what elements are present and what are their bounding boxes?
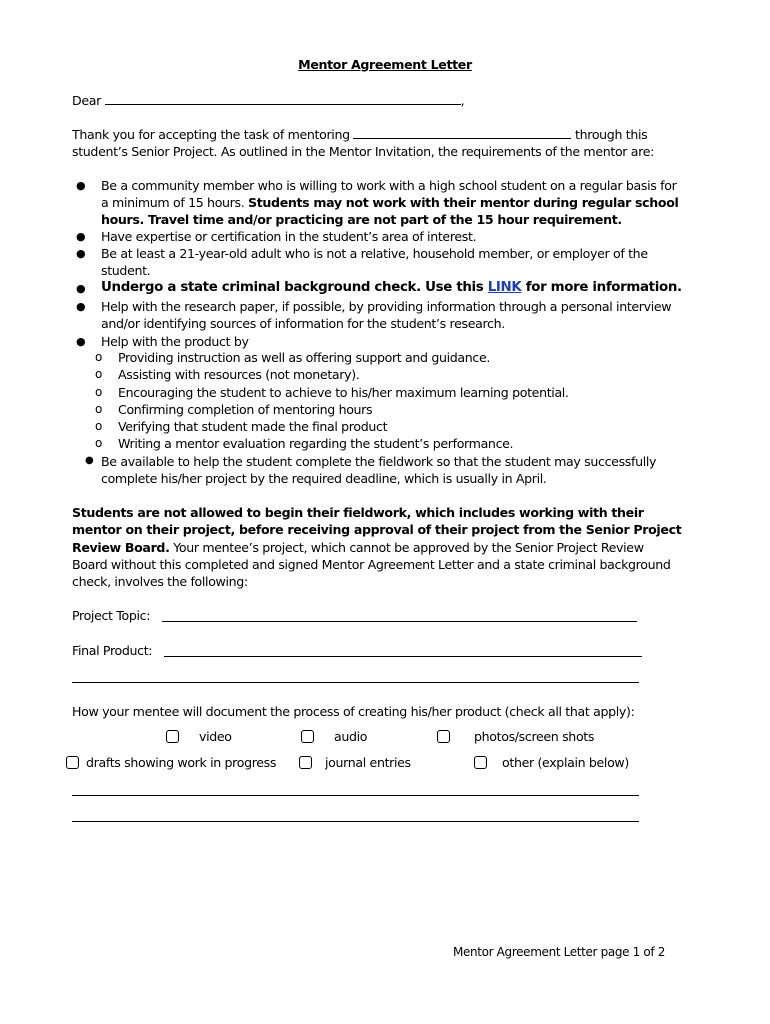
intro-line-1 bbox=[72, 127, 647, 142]
sub-item: Encouraging the student to achieve to his/her maximum learning potential. bbox=[118, 385, 569, 400]
page-footer: Mentor Agreement Letter page 1 of 2 bbox=[453, 945, 665, 959]
bullet-1-text: a minimum of 15 hours. bbox=[101, 195, 245, 210]
photos-label: photos/screen shots bbox=[474, 729, 595, 744]
background-check-link[interactable]: LINK bbox=[487, 280, 522, 295]
bullet-1-line-3: hours. Travel time and/or practicing are not part of the 15 hour requirement. bbox=[101, 212, 622, 227]
para-line-5: check, involves the following: bbox=[72, 574, 248, 589]
sub-item: Writing a mentor evaluation regarding the student’s performance. bbox=[118, 436, 514, 451]
bullet-5-line-2: and/or identifying sources of information for the student’s research. bbox=[101, 316, 505, 331]
bullet-4-text-a: Undergo a state criminal background check. Use this bbox=[101, 280, 484, 295]
student-name-blank[interactable] bbox=[353, 127, 571, 139]
salutation bbox=[72, 93, 464, 108]
para-line-4: Board without this completed and signed Mentor Agreement Letter and a state criminal background bbox=[72, 557, 671, 572]
sub-item: Providing instruction as well as offering support and guidance. bbox=[118, 350, 491, 365]
bullet-3-line-1: Be at least a 21-year-old adult who is not a relative, household member, or employer of the bbox=[101, 246, 648, 261]
intro-text-b: through this bbox=[575, 127, 648, 142]
bullet-6: Help with the product by bbox=[101, 334, 249, 349]
journal-checkbox[interactable] bbox=[299, 756, 312, 769]
bullet-4 bbox=[101, 280, 682, 295]
dear-label: Dear bbox=[72, 93, 101, 108]
bullet-7-line-1: Be available to help the student complete the fieldwork so that the student may successfully bbox=[101, 454, 657, 469]
bullet-dot: ● bbox=[76, 247, 86, 260]
audio-checkbox[interactable] bbox=[301, 730, 314, 743]
page-title: Mentor Agreement Letter bbox=[298, 57, 472, 72]
other-checkbox[interactable] bbox=[474, 756, 487, 769]
sub-item: Assisting with resources (not monetary). bbox=[118, 367, 360, 382]
para-line-1: Students are not allowed to begin their fieldwork, which includes working with their bbox=[72, 505, 644, 520]
journal-label: journal entries bbox=[325, 755, 411, 770]
sub-marker: o bbox=[95, 436, 102, 450]
bullet-dot: ● bbox=[85, 455, 94, 466]
sub-marker: o bbox=[95, 385, 102, 399]
bullet-3-line-2: student. bbox=[101, 263, 151, 278]
sub-item: Confirming completion of mentoring hours bbox=[118, 402, 373, 417]
bullet-1-line-1: Be a community member who is willing to work with a high school student on a regular basis for bbox=[101, 178, 677, 193]
sub-marker: o bbox=[95, 367, 102, 381]
documentation-label: How your mentee will document the process of creating his/her product (check all that apply): bbox=[72, 704, 635, 719]
para-line-3 bbox=[72, 540, 644, 555]
sub-marker: o bbox=[95, 402, 102, 416]
audio-label: audio bbox=[334, 729, 368, 744]
explanation-field-line-1[interactable] bbox=[72, 795, 639, 796]
para-text: Your mentee’s project, which cannot be approved by the Senior Project Review bbox=[173, 540, 644, 555]
bullet-7-line-2: complete his/her project by the required deadline, which is usually in April. bbox=[101, 471, 547, 486]
sub-item: Verifying that student made the final product bbox=[118, 419, 388, 434]
final-product-field[interactable] bbox=[164, 656, 642, 657]
para-bold: Review Board. bbox=[72, 540, 170, 555]
bullet-1-line-2 bbox=[101, 195, 679, 210]
dear-comma: , bbox=[460, 93, 465, 108]
video-label: video bbox=[199, 729, 232, 744]
bullet-5-line-1: Help with the research paper, if possible, by providing information through a personal interview bbox=[101, 299, 672, 314]
final-product-label: Final Product: bbox=[72, 643, 153, 658]
photos-checkbox[interactable] bbox=[437, 730, 450, 743]
bullet-dot: ● bbox=[76, 335, 86, 348]
bullet-2: Have expertise or certification in the student’s area of interest. bbox=[101, 229, 477, 244]
drafts-label: drafts showing work in progress bbox=[86, 755, 277, 770]
para-line-2: mentor on their project, before receiving approval of their project from the Senior Project bbox=[72, 522, 682, 537]
bullet-dot: ● bbox=[76, 230, 86, 243]
other-label: other (explain below) bbox=[502, 755, 629, 770]
final-product-field-line-2[interactable] bbox=[72, 682, 639, 683]
sub-marker: o bbox=[95, 419, 102, 433]
intro-text-a: Thank you for accepting the task of mentoring bbox=[72, 127, 350, 142]
bullet-1-bold: Students may not work with their mentor during regular school bbox=[248, 195, 679, 210]
explanation-field-line-2[interactable] bbox=[72, 821, 639, 822]
sub-marker: o bbox=[95, 350, 102, 364]
project-topic-label: Project Topic: bbox=[72, 608, 151, 623]
project-topic-field[interactable] bbox=[162, 621, 637, 622]
video-checkbox[interactable] bbox=[166, 730, 179, 743]
bullet-dot: ● bbox=[76, 282, 86, 295]
intro-line-2: student’s Senior Project. As outlined in the Mentor Invitation, the requirements of the mentor are: bbox=[72, 144, 654, 159]
drafts-checkbox[interactable] bbox=[66, 756, 79, 769]
bullet-4-text-b: for more information. bbox=[525, 280, 682, 295]
bullet-dot: ● bbox=[76, 300, 86, 313]
bullet-dot: ● bbox=[76, 179, 86, 192]
recipient-name-blank[interactable] bbox=[105, 93, 461, 105]
